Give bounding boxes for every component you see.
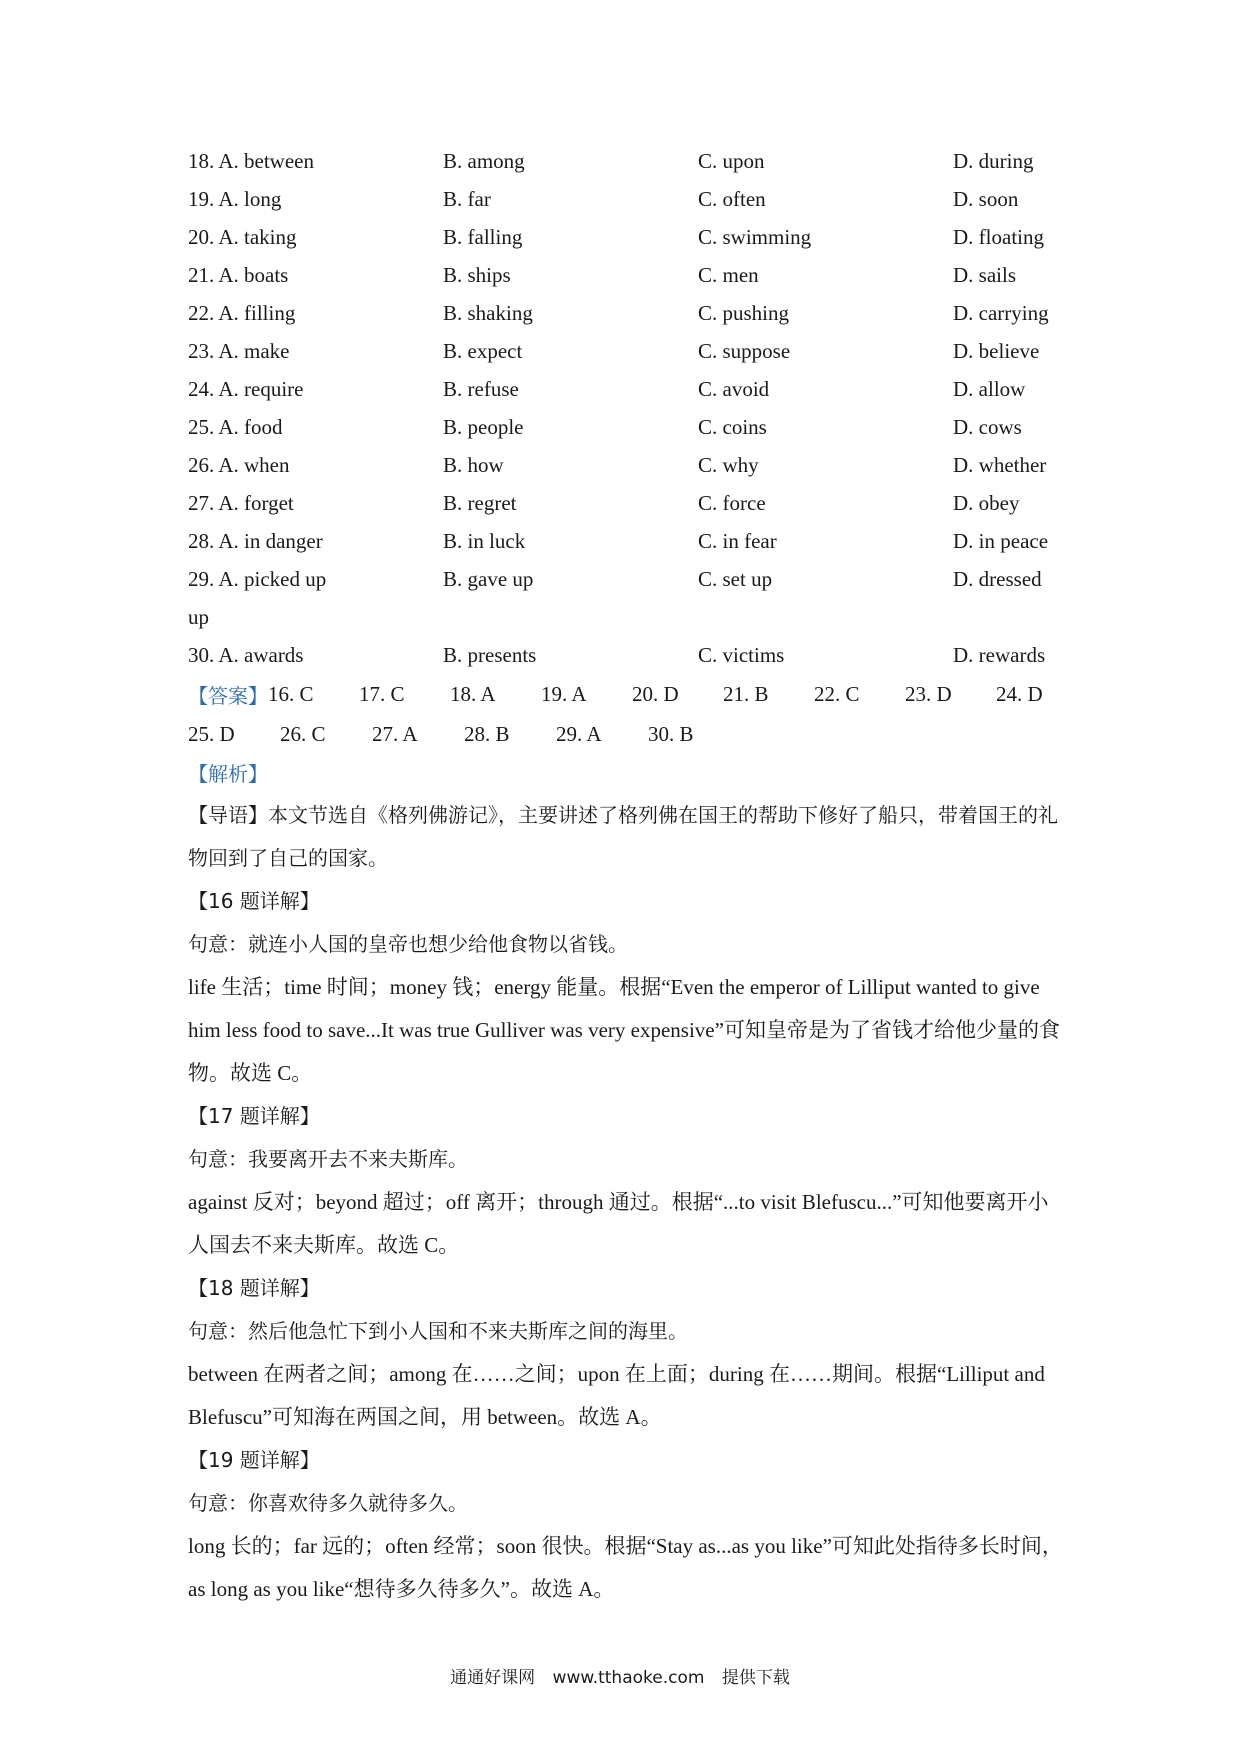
option-a: 21. A. boats [188,262,289,287]
answer-item: 29. A [556,721,602,746]
option-row [188,446,1068,484]
q19-explanation: long 长的；far 远的；often 经常；soon 很快。根据“Stay as...as you like”可知此处指待多长时间，as long as you like“想待多久待多久”。故选 A。 [188,1534,1063,1601]
answer-item: 18. A [450,681,496,706]
option-row [188,332,1068,370]
option-b: B. how [443,452,504,477]
q19-meaning: 句意：你喜欢待多久就待多久。 [188,1491,468,1515]
option-b: B. gave up [443,566,534,591]
option-row [188,636,1068,674]
option-list [188,142,1068,674]
answer-item: 26. C [280,721,326,746]
option-c: C. victims [698,642,785,667]
option-row [188,408,1068,446]
option-b: B. expect [443,338,523,363]
option-a: 28. A. in danger [188,528,323,553]
option-d: D. sails [953,262,1016,287]
q18-explanation: between 在两者之间；among 在……之间；upon 在上面；during 在……期间。根据“Lilliput and Blefuscu”可知海在两国之间，用 between。故选 A。 [188,1362,1045,1429]
option-c: C. in fear [698,528,777,553]
option-b: B. regret [443,490,517,515]
option-row [188,142,1068,180]
option-d: D. obey [953,490,1020,515]
answer-item: 24. D [996,681,1043,706]
answer-item: 17. C [359,681,405,706]
option-b: B. in luck [443,528,526,553]
option-b: B. falling [443,224,523,249]
option-a: 23. A. make [188,338,290,363]
answer-item: 22. C [814,681,860,706]
option-row [188,560,1068,598]
footer-tail: 提供下载 [721,1668,790,1688]
option-b: B. ships [443,262,511,287]
q18-heading: 【18 题详解】 [188,1276,320,1300]
footer-url[interactable]: www.tthaoke.com [552,1668,705,1688]
option-row [188,370,1068,408]
option-c: C. coins [698,414,767,439]
answer-item: 25. D [188,721,235,746]
option-a: 30. A. awards [188,642,304,667]
option-d: D. cows [953,414,1022,439]
option-row [188,484,1068,522]
option-c: C. force [698,490,766,515]
option-c: C. pushing [698,300,790,325]
option-b: B. far [443,186,491,211]
q16-heading: 【16 题详解】 [188,889,320,913]
option-a: 18. A. between [188,148,314,173]
answer-item: 28. B [464,721,510,746]
option-d: D. dressed [953,566,1042,591]
option-d: D. believe [953,338,1040,363]
answer-item: 20. D [632,681,679,706]
option-row [188,218,1068,256]
q17-section [188,1095,1068,1267]
option-d: D. rewards [953,642,1046,667]
q16-section [188,880,1068,1095]
option-a: 29. A. picked up [188,566,327,591]
option-row [188,522,1068,560]
q16-meaning: 句意：就连小人国的皇帝也想少给他食物以省钱。 [188,932,628,956]
option-c: C. avoid [698,376,770,401]
option-a: 20. A. taking [188,224,297,249]
q16-explanation: life 生活；time 时间；money 钱；energy 能量。根据“Even the emperor of Lilliput wanted to give him less food to save...It was true Gulliver was very expensive”可知皇帝是为了省钱才给他少量的食物。故选 C。 [188,975,1060,1085]
answer-label: 【答案】 [188,683,268,708]
page-footer [0,1663,1240,1688]
option-c: C. swimming [698,224,812,249]
option-d: D. whether [953,452,1047,477]
q18-section [188,1267,1068,1439]
answer-item: 27. A [372,721,418,746]
option-wrap-text: up [188,605,209,629]
answer-key-line-1 [188,674,1068,714]
q19-section [188,1439,1068,1611]
q18-meaning: 句意：然后他急忙下到小人国和不来夫斯库之间的海里。 [188,1319,688,1343]
option-b: B. people [443,414,524,439]
q17-meaning: 句意：我要离开去不来夫斯库。 [188,1147,468,1171]
option-c: C. set up [698,566,773,591]
footer-site-name: 通通好课网 [450,1668,536,1688]
option-c: C. why [698,452,759,477]
answer-key-line-2 [188,714,1068,754]
answer-item: 16. C [268,681,314,706]
option-row [188,256,1068,294]
option-d: D. in peace [953,528,1049,553]
option-a: 24. A. require [188,376,304,401]
option-d: D. during [953,148,1034,173]
answer-item: 23. D [905,681,952,706]
option-b: B. refuse [443,376,519,401]
option-c: C. often [698,186,766,211]
option-c: C. upon [698,148,765,173]
analysis-label: 【解析】 [188,762,268,786]
q19-heading: 【19 题详解】 [188,1448,320,1472]
option-row [188,294,1068,332]
option-d: D. allow [953,376,1026,401]
option-d: D. floating [953,224,1044,249]
option-a: 25. A. food [188,414,283,439]
option-c: C. men [698,262,759,287]
option-c: C. suppose [698,338,791,363]
q17-explanation: against 反对；beyond 超过；off 离开；through 通过。根据“...to visit Blefuscu...”可知他要离开小人国去不来夫斯库。故选 C。 [188,1190,1049,1257]
option-b: B. among [443,148,525,173]
option-d: D. carrying [953,300,1049,325]
option-a: 27. A. forget [188,490,294,515]
option-d: D. soon [953,186,1019,211]
q17-heading: 【17 题详解】 [188,1104,320,1128]
document-page [188,142,1068,1611]
option-a: 22. A. filling [188,300,296,325]
answer-item: 21. B [723,681,769,706]
option-a: 19. A. long [188,186,282,211]
option-a: 26. A. when [188,452,290,477]
option-b: B. shaking [443,300,533,325]
answer-item: 30. B [648,721,694,746]
intro-paragraph: 【导语】本文节选自《格列佛游记》，主要讲述了格列佛在国王的帮助下修好了船只，带着国王的礼物回到了自己的国家。 [188,803,1058,870]
answer-item: 19. A [541,681,587,706]
option-b: B. presents [443,642,537,667]
option-row [188,180,1068,218]
